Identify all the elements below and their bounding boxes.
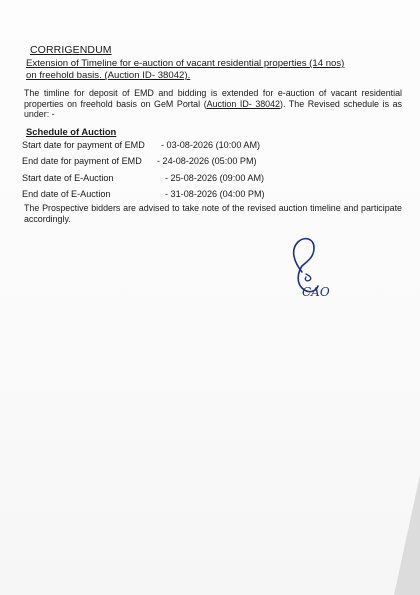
intro-paragraph <box>24 88 402 120</box>
scan-shadow <box>394 475 420 595</box>
schedule-row-label: Start date of E-Auction <box>22 173 114 183</box>
auction-id-reference: Auction ID- 38042 <box>206 98 280 109</box>
schedule-row <box>22 189 265 199</box>
document-heading: CORRIGENDUM <box>30 44 112 56</box>
schedule-row <box>22 156 257 166</box>
schedule-row-value: - 25-08-2026 (09:00 AM) <box>165 173 265 183</box>
schedule-row-value: - 31-08-2026 (04:00 PM) <box>165 189 265 199</box>
schedule-title: Schedule of Auction <box>26 126 117 137</box>
schedule-row-value: - 03-08-2026 (10:00 AM) <box>161 140 261 150</box>
schedule-row-label: End date for payment of EMD <box>22 156 142 166</box>
subject-line-1: Extension of Timeline for e-auction of vacant residential properties (14 nos) <box>26 58 345 69</box>
schedule-row <box>22 173 265 183</box>
document-subject <box>26 58 398 82</box>
signature-initials: CAO <box>302 285 330 299</box>
handwritten-signature <box>280 232 360 304</box>
closing-paragraph: The Prospective bidders are advised to take note of the revised auction timeline and participate accordingly. <box>24 203 402 224</box>
schedule-row-label: End date of E-Auction <box>22 189 111 199</box>
schedule-row-value: - 24-08-2026 (05:00 PM) <box>157 156 257 166</box>
intro-text: The timline for deposit of EMD and bidding is extended for e-auction of vacant residential properties on freehold basis on GeM Portal ( <box>24 88 402 109</box>
schedule-row-label: Start date for payment of EMD <box>22 140 145 150</box>
intro-tail: ). The Revised schedule is as under: - <box>24 98 402 119</box>
schedule-row <box>22 140 261 150</box>
subject-line-2: on freehold basis. (Auction ID- 38042). <box>26 70 191 81</box>
